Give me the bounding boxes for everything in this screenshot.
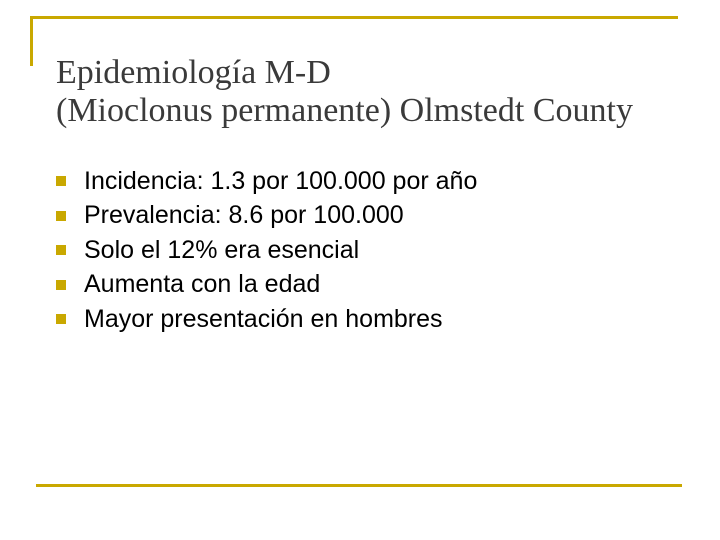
left-divider xyxy=(30,16,33,66)
bullet-item xyxy=(56,164,477,199)
square-bullet-icon xyxy=(56,314,66,324)
top-divider xyxy=(30,16,678,19)
bullet-item xyxy=(56,302,477,337)
bullet-text: Prevalencia: 8.6 por 100.000 xyxy=(84,201,404,230)
bullet-item xyxy=(56,199,477,234)
bullet-item xyxy=(56,233,477,268)
square-bullet-icon xyxy=(56,245,66,255)
square-bullet-icon xyxy=(56,211,66,221)
slide-title-line-2: (Mioclonus permanente) Olmstedt County xyxy=(56,92,633,129)
square-bullet-icon xyxy=(56,176,66,186)
bullet-text: Incidencia: 1.3 por 100.000 por año xyxy=(84,166,478,195)
slide-title-line-1: Epidemiología M-D xyxy=(56,54,331,91)
bullet-text: Aumenta con la edad xyxy=(84,270,321,299)
bullet-item xyxy=(56,268,477,303)
bullet-list xyxy=(56,164,477,337)
bullet-text: Solo el 12% era esencial xyxy=(84,235,360,264)
bottom-divider xyxy=(36,484,682,487)
square-bullet-icon xyxy=(56,280,66,290)
bullet-text: Mayor presentación en hombres xyxy=(84,304,443,333)
slide-title xyxy=(56,54,716,130)
